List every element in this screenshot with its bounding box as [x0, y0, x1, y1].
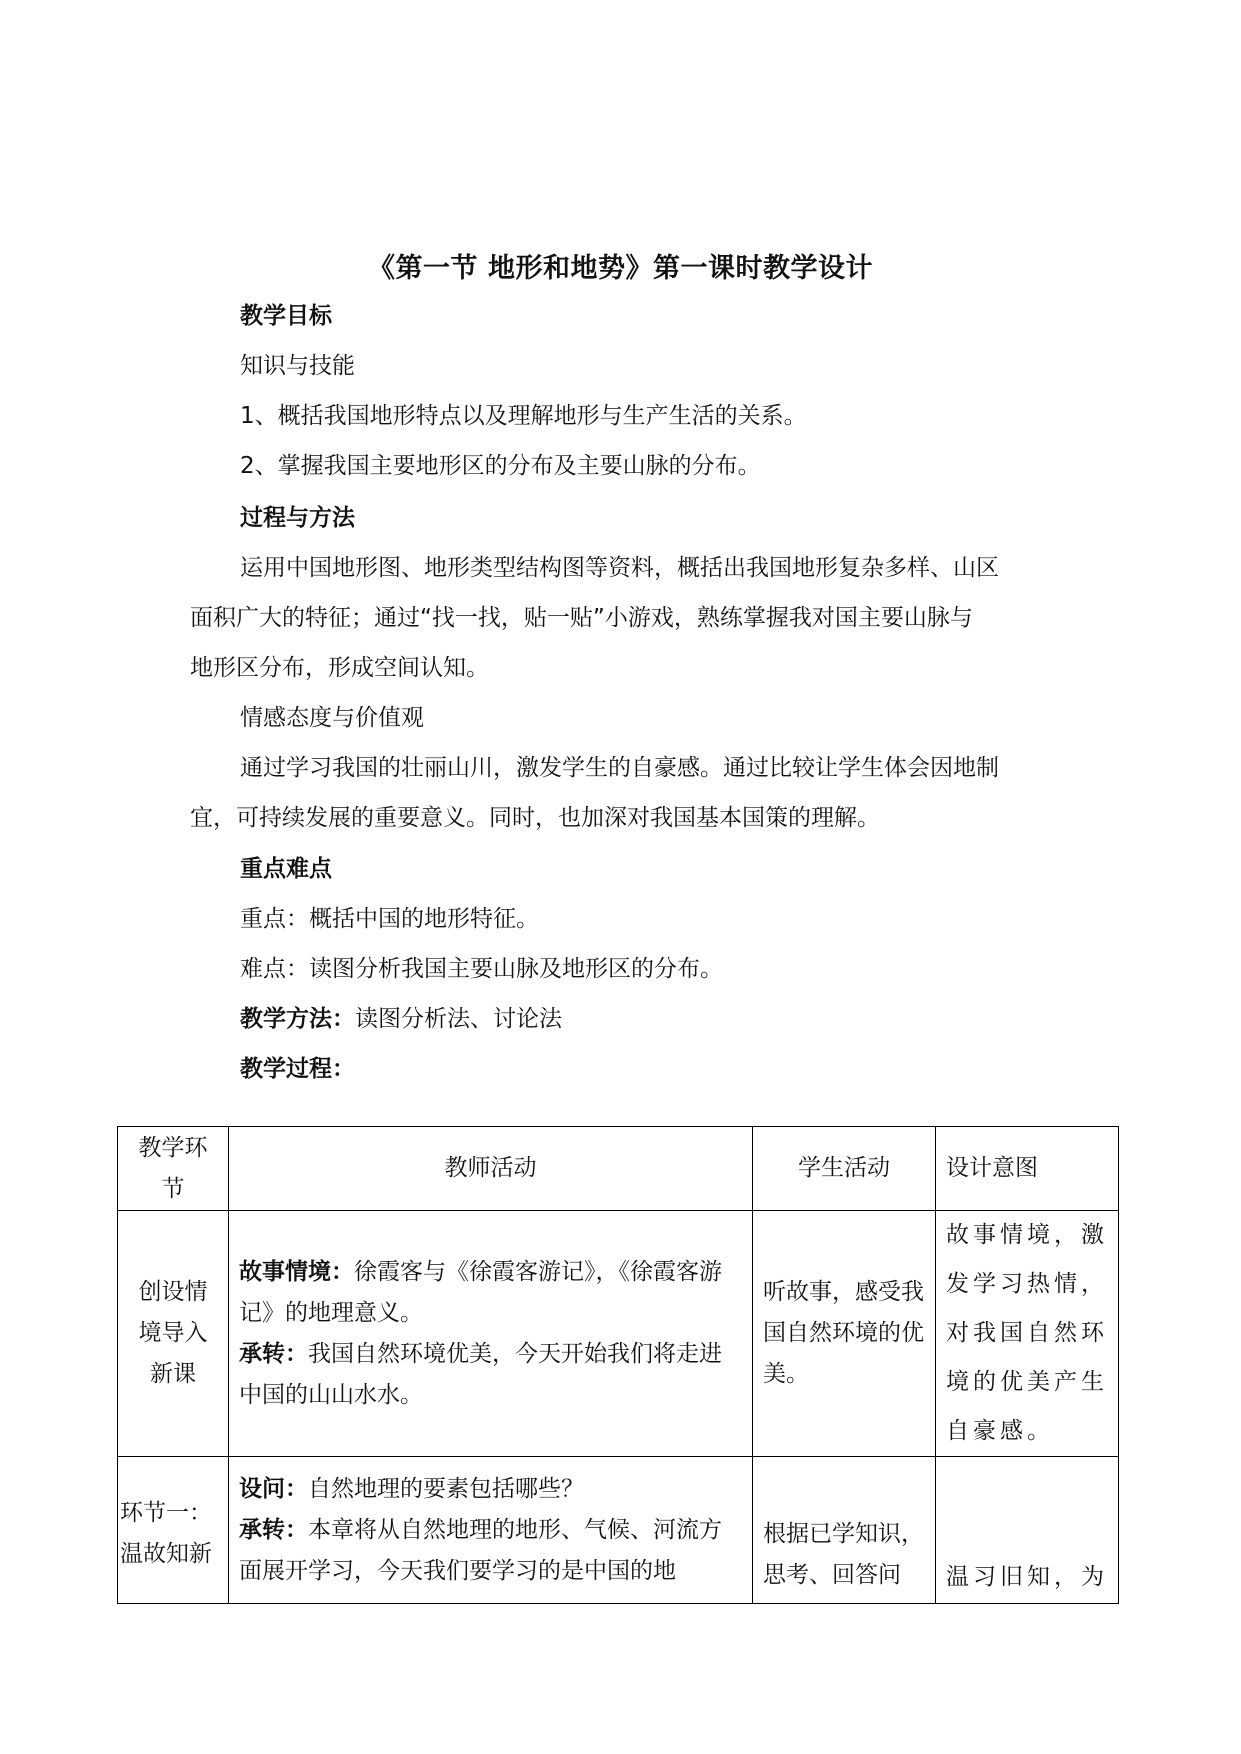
student-activity-cell: 根据已学知识，思考、回答问 — [753, 1457, 936, 1604]
design-intent-cell: 温习旧知，为 — [936, 1457, 1119, 1604]
header-stage: 教学环节 — [118, 1127, 229, 1211]
activity-label: 设问： — [239, 1475, 308, 1502]
document-title: 《第一节 地形和地势》第一课时教学设计 — [368, 253, 873, 284]
student-activity-cell: 听故事，感受我国自然环境的优美。 — [753, 1211, 936, 1457]
design-intent-cell: 故事情境，激发学习热情，对我国自然环境的优美产生自豪感。 — [936, 1211, 1119, 1457]
teacher-activity-item — [239, 1510, 742, 1592]
teaching-method-label: 教学方法： — [240, 1006, 355, 1032]
activity-label: 故事情境： — [239, 1258, 354, 1285]
table-row — [118, 1457, 1119, 1604]
activity-text: 自然地理的要素包括哪些？ — [308, 1475, 584, 1502]
teacher-activity-item — [239, 1252, 742, 1334]
process-section-heading: 教学过程： — [240, 1056, 355, 1082]
emotion-heading: 情感态度与价值观 — [240, 705, 424, 731]
knowledge-item: 1、概括我国地形特点以及理解地形与生产生活的关系。 — [240, 403, 807, 429]
emotion-line: 通过学习我国的壮丽山川，激发学生的自豪感。通过比较让学生体会因地制 — [240, 755, 999, 781]
process-line: 面积广大的特征；通过“找一找，贴一贴”小游戏，熟练掌握我对国主要山脉与 — [190, 605, 973, 631]
activity-text: 徐霞客与《徐霞客游记》，《徐霞客游记》的地理意义。 — [239, 1258, 722, 1326]
knowledge-heading: 知识与技能 — [240, 353, 355, 379]
header-teacher: 教师活动 — [229, 1127, 753, 1211]
teacher-activity-item — [239, 1334, 742, 1416]
objectives-heading: 教学目标 — [240, 303, 332, 329]
teaching-process-table — [117, 1126, 1119, 1604]
activity-text: 我国自然环境优美，今天开始我们将走进中国的山山水水。 — [239, 1340, 722, 1408]
process-line: 地形区分布，形成空间认知。 — [190, 655, 489, 681]
teaching-method — [240, 1003, 562, 1035]
emotion-line: 宜，可持续发展的重要意义。同时，也加深对我国基本国策的理解。 — [190, 805, 880, 831]
activity-label: 承转： — [239, 1516, 308, 1543]
keypoint-difficulty: 难点：读图分析我国主要山脉及地形区的分布。 — [240, 956, 723, 982]
process-line: 运用中国地形图、地形类型结构图等资料，概括出我国地形复杂多样、山区 — [240, 555, 999, 581]
process-heading: 过程与方法 — [240, 505, 355, 531]
stage-cell: 环节一：温故知新 — [118, 1457, 229, 1604]
keypoints-heading: 重点难点 — [240, 856, 332, 882]
table-row — [118, 1211, 1119, 1457]
knowledge-item: 2、掌握我国主要地形区的分布及主要山脉的分布。 — [240, 453, 761, 479]
teacher-activity-cell — [229, 1211, 753, 1457]
stage-cell: 创设情境导入新课 — [118, 1211, 229, 1457]
keypoint-key: 重点：概括中国的地形特征。 — [240, 906, 539, 932]
header-intent: 设计意图 — [936, 1127, 1119, 1211]
teacher-activity-item — [239, 1469, 742, 1510]
table-header-row — [118, 1127, 1119, 1211]
teacher-activity-cell — [229, 1457, 753, 1604]
activity-label: 承转： — [239, 1340, 308, 1367]
activity-text: 本章将从自然地理的地形、气候、河流方面展开学习，今天我们要学习的是中国的地 — [239, 1516, 722, 1584]
header-student: 学生活动 — [753, 1127, 936, 1211]
teaching-method-value: 读图分析法、讨论法 — [355, 1006, 562, 1032]
